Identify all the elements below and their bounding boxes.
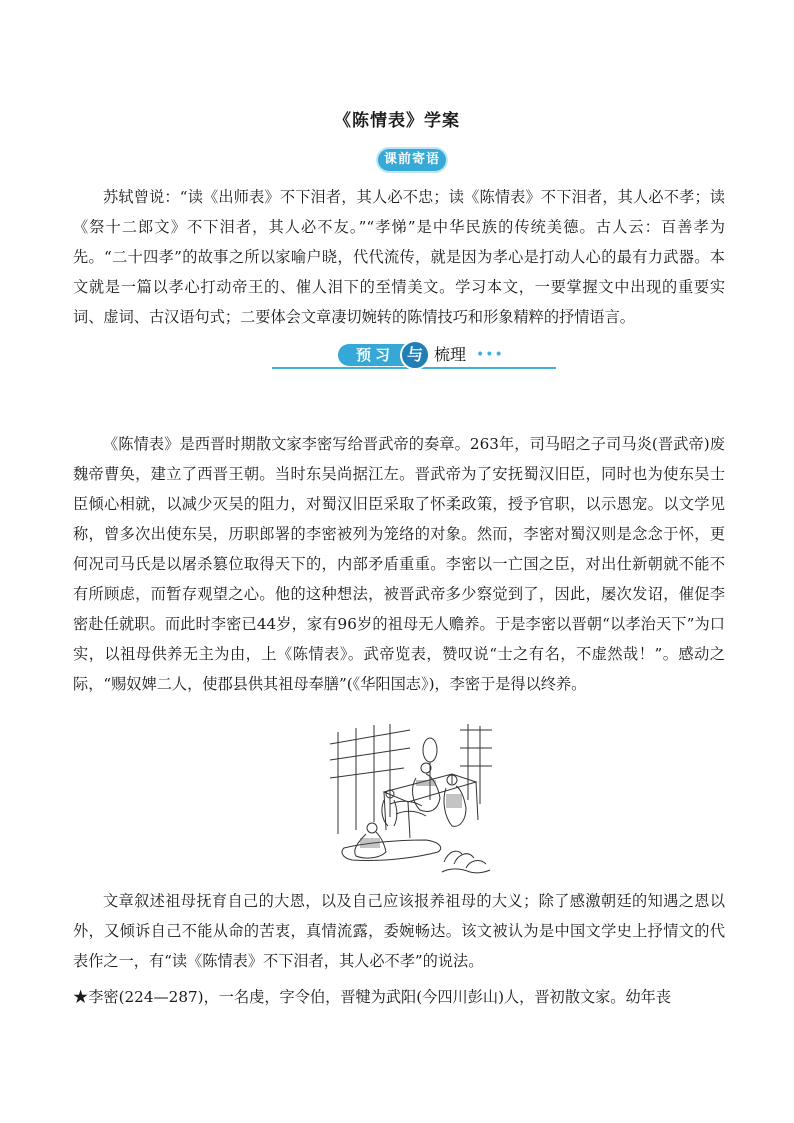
document-title: 《陈情表》学案 (334, 111, 460, 131)
author-paragraph (73, 982, 725, 1012)
header-dots: ••• (476, 347, 504, 363)
illustration-image (330, 722, 492, 880)
court-scene-illustration (330, 722, 492, 880)
summary-paragraph (73, 886, 725, 976)
intro-text: 苏轼曾说：“读《出师表》不下泪者，其人必不忠；读《陈情表》不下泪者，其人必不孝；读《祭十二郎文》不下泪者，其人必不友。”“孝悌”是中华民族的传统美德。古人云：百善孝为先。“二十四孝”的故事之所以家喻户晓，代代流传，就是因为孝心是打动人心的最有力武器。本文就是一篇以孝心打动帝王的、催人泪下的至情美文。学习本文，一要掌握文中出现的重要实词、虚词、古汉语句式；二要体会文章凄切婉转的陈情技巧和形象精粹的抒情语言。 (73, 188, 725, 326)
header-word: 梳理 (434, 345, 467, 364)
intro-paragraph (73, 182, 725, 332)
summary-text: 文章叙述祖母抚育自己的大恩，以及自己应该报养祖母的大义；除了感激朝廷的知遇之恩以外，又倾诉自己不能从命的苦衷，真情流露，委婉畅达。该文被认为是中国文学史上抒情文的代表作之一，有“读《陈情表》不下泪者，其人必不孝”的说法。 (73, 892, 725, 970)
badge-label: 课前寄语 (376, 147, 448, 173)
background-paragraph (73, 429, 725, 699)
section-header (272, 340, 556, 370)
header-circle: 与 (400, 340, 430, 370)
header-pill: 预习 (338, 344, 412, 366)
section-badge (376, 147, 448, 173)
author-text: ★李密(224—287)，一名虔，字令伯，晋犍为武阳(今四川彭山)人，晋初散文家。幼年丧 (73, 988, 672, 1006)
background-text: 《陈情表》是西晋时期散文家李密写给晋武帝的奏章。263年，司马昭之子司马炎(晋武帝)废魏帝曹奂，建立了西晋王朝。当时东吴尚据江左。晋武帝为了安抚蜀汉旧臣，同时也为使东吴士臣倾心相就，以减少灭吴的阻力，对蜀汉旧臣采取了怀柔政策，授予官职，以示恩宠。以文学见称，曾多次出使东吴，历职郎署的李密被列为笼络的对象。然而，李密对蜀汉则是念念于怀，更何况司马氏是以屠杀篡位取得天下的，内部矛盾重重。李密以一亡国之臣，对出仕新朝就不能不有所顾虑，而暂存观望之心。他的这种想法，被晋武帝多少察觉到了，因此，屡次发诏，催促李密赴任就职。而此时李密已44岁，家有96岁的祖母无人赡养。于是李密以晋朝“以孝治天下”为口实，以祖母供养无主为由，上《陈情表》。武帝览表，赞叹说“士之有名，不虚然哉！”。感动之际，“赐奴婢二人，使郡县供其祖母奉膳”(《华阳国志》)，李密于是得以终养。 (73, 435, 725, 693)
